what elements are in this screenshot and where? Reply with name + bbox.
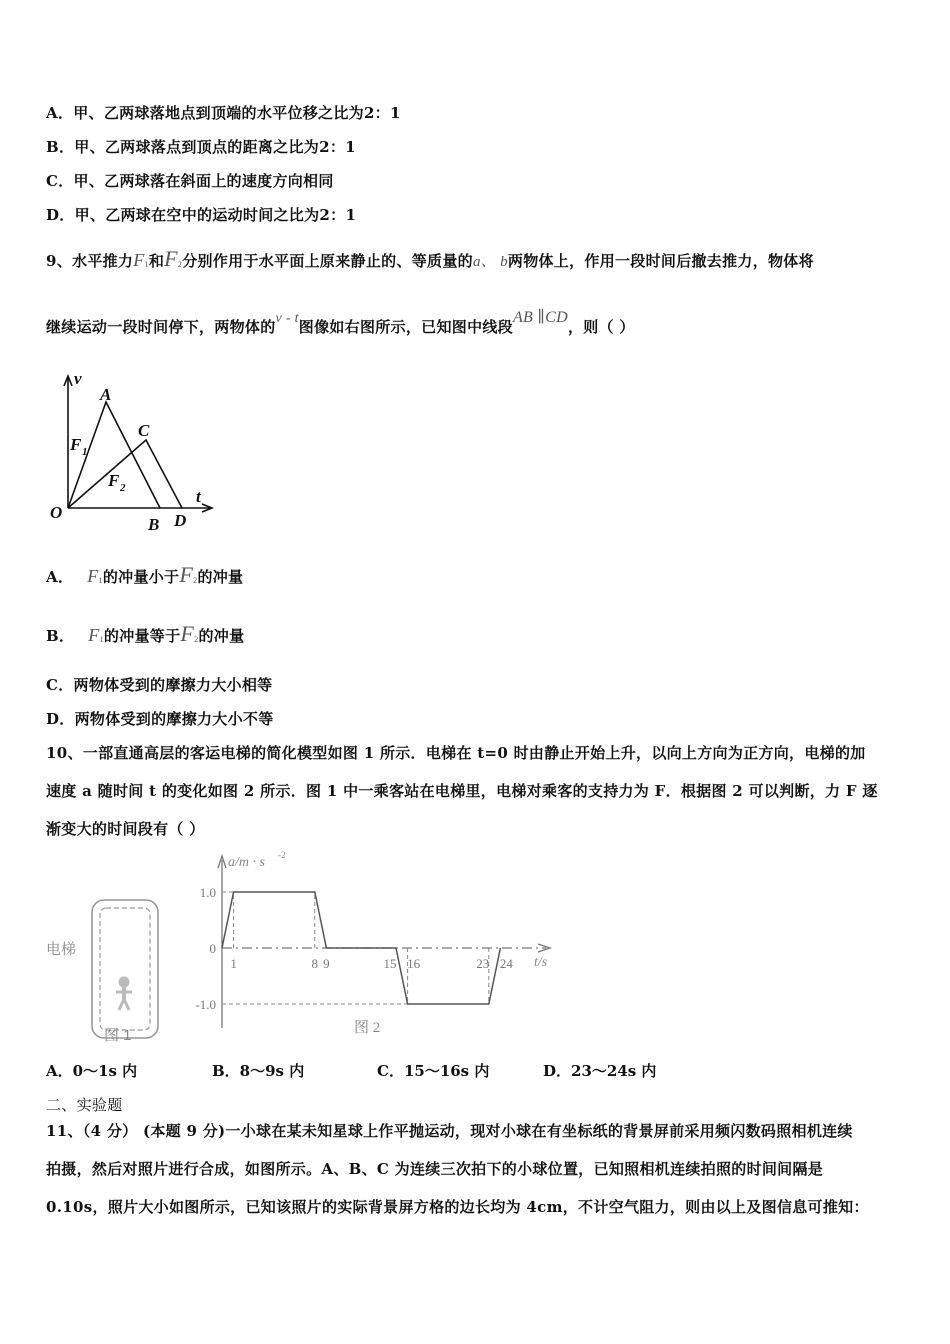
q10-stem-line1: 10、一部直通高层的客运电梯的简化模型如图 1 所示．电梯在 t=0 时由静止开始上升，以向上方向为正方向，电梯的加 — [46, 744, 866, 762]
q11-stem-line3: 0.10s，照片大小如图所示，已知该照片的实际背景屏方格的边长均为 4cm，不计空气阻力，则由以上及图信息可推知： — [46, 1198, 869, 1216]
passenger-icon — [116, 977, 132, 1010]
chart-y-tick: -1.0 — [195, 997, 216, 1012]
q9-option-b-f1-sub: 1 — [99, 635, 104, 644]
graph-label-f1-sub: 1 — [82, 446, 88, 458]
graph-label-c: C — [138, 421, 150, 440]
chart-x-tick: 15 — [383, 956, 397, 971]
q9-option-a-label: A． — [46, 568, 74, 586]
q9-option-b-f2-sub: 2 — [194, 635, 199, 644]
q9-stem-line2 — [46, 309, 635, 337]
chart-y-tick: 1.0 — [199, 885, 216, 900]
q9-option-a — [46, 562, 243, 588]
q9-option-b — [46, 621, 244, 647]
q9-text-d: 两物体上，作用一段时间后撤去推力，物体将 — [507, 252, 814, 270]
q9-text-a: 9、水平推力 — [46, 252, 134, 270]
q9-f1-symbol: F — [133, 250, 145, 270]
q9-stem-line1 — [46, 246, 814, 272]
graph-label-o: O — [50, 503, 63, 522]
q9-option-a-mid: 的冲量小于 — [102, 568, 180, 586]
chart-y-label: a/m · s — [228, 855, 265, 870]
q9-text-b: 和 — [148, 252, 165, 270]
q9-f2-symbol: F — [164, 246, 178, 271]
q11-stem-line1: 11、（4 分） (本题 9 分)一小球在某未知星球上作平抛运动，现对小球在有坐标纸的背景屏前采用频闪数码照相机连续 — [46, 1122, 853, 1140]
chart-x-tick: 24 — [499, 956, 513, 971]
q9-text-e: 继续运动一段时间停下，两物体的 — [46, 318, 276, 336]
q10-stem-line3: 渐变大的时间段有（ ） — [46, 820, 205, 838]
q9-option-c: C．两物体受到的摩擦力大小相等 — [46, 676, 273, 694]
chart-x-tick: 16 — [407, 956, 421, 971]
q9-vt-graph — [44, 366, 224, 536]
q10-option-d: D．23～24s 内 — [543, 1062, 657, 1080]
section-title: 二、实验题 — [46, 1096, 123, 1114]
q8-option-b: B．甲、乙两球落点到顶点的距离之比为2：1 — [46, 138, 356, 156]
chart-x-tick: 1 — [230, 956, 237, 971]
fig1-label: 电梯 — [46, 942, 77, 958]
q9-abcd-symbol: AB ∥CD — [512, 309, 568, 326]
elevator-inner — [100, 908, 150, 1030]
graph-label-f1: F — [70, 435, 82, 454]
q11-stem-line2: 拍摄，然后对照片进行合成，如图所示。A、B、C 为连续三次拍下的小球位置，已知照相机连续拍照的时间间隔是 — [46, 1160, 824, 1178]
q9-option-a-end: 的冲量 — [197, 568, 244, 586]
q9-vt-symbol: v - t — [275, 311, 299, 326]
q10-option-b: B．8～9s 内 — [212, 1062, 305, 1080]
q9-option-a-f2: F — [179, 562, 194, 587]
graph-label-f2-sub: 2 — [120, 482, 126, 494]
q9-option-a-f2-sub: 2 — [193, 576, 198, 585]
graph-label-d: D — [174, 511, 187, 530]
chart-x-tick: 9 — [323, 956, 330, 971]
elevator-outer — [92, 900, 158, 1038]
q8-option-d: D．甲、乙两球在空中的运动时间之比为2：1 — [46, 206, 357, 224]
graph-label-a: A — [100, 385, 112, 404]
q9-option-b-f1: F — [88, 625, 100, 645]
q9-option-a-f1-sub: 1 — [98, 576, 103, 585]
q9-option-b-label: B． — [46, 627, 75, 645]
q9-option-b-end: 的冲量 — [198, 627, 245, 645]
q9-f2-sub: 2 — [177, 260, 183, 269]
fig1-caption: 图 1 — [104, 1027, 132, 1044]
q9-f1-sub: 1 — [144, 260, 149, 269]
graph-label-f2: F — [108, 471, 120, 490]
q9-option-b-f2: F — [180, 621, 195, 646]
q9-text-g: ，则（ ） — [567, 318, 635, 336]
chart-y-tick: 0 — [209, 941, 216, 956]
graph-label-t: t — [196, 487, 201, 506]
q10-option-a: A．0～1s 内 — [46, 1062, 138, 1080]
q9-option-b-mid: 的冲量等于 — [103, 627, 181, 645]
q9-text-f: 图像如右图所示，已知图中线段 — [298, 318, 513, 336]
graph-label-v: v — [74, 369, 82, 388]
chart-x-tick: 23 — [476, 956, 490, 971]
chart-x-tick: 8 — [311, 956, 319, 971]
graph-label-b: B — [148, 515, 160, 534]
q8-option-a: A．甲、乙两球落地点到顶端的水平位移之比为2：1 — [46, 104, 401, 122]
q8-option-c: C．甲、乙两球落在斜面上的速度方向相同 — [46, 172, 334, 190]
q9-text-c: 分别作用于水平面上原来静止的、等质量的 — [182, 252, 473, 270]
chart-y-label-exp: -2 — [278, 850, 286, 860]
q10-option-c: C．15～16s 内 — [377, 1062, 490, 1080]
q10-stem-line2: 速度 a 随时间 t 的变化如图 2 所示．图 1 中一乘客站在电梯里，电梯对乘客的支持力为 F．根据图 2 可以判断，力 F 逐 — [46, 782, 878, 800]
chart-caption: 图 2 — [354, 1020, 381, 1036]
q9-ab-symbol: a、 b — [472, 254, 508, 270]
q9-option-d: D．两物体受到的摩擦力大小不等 — [46, 710, 274, 728]
q10-fig2-at-chart — [186, 846, 566, 1046]
chart-x-label: t/s — [534, 955, 548, 970]
q9-option-a-f1: F — [87, 566, 99, 586]
